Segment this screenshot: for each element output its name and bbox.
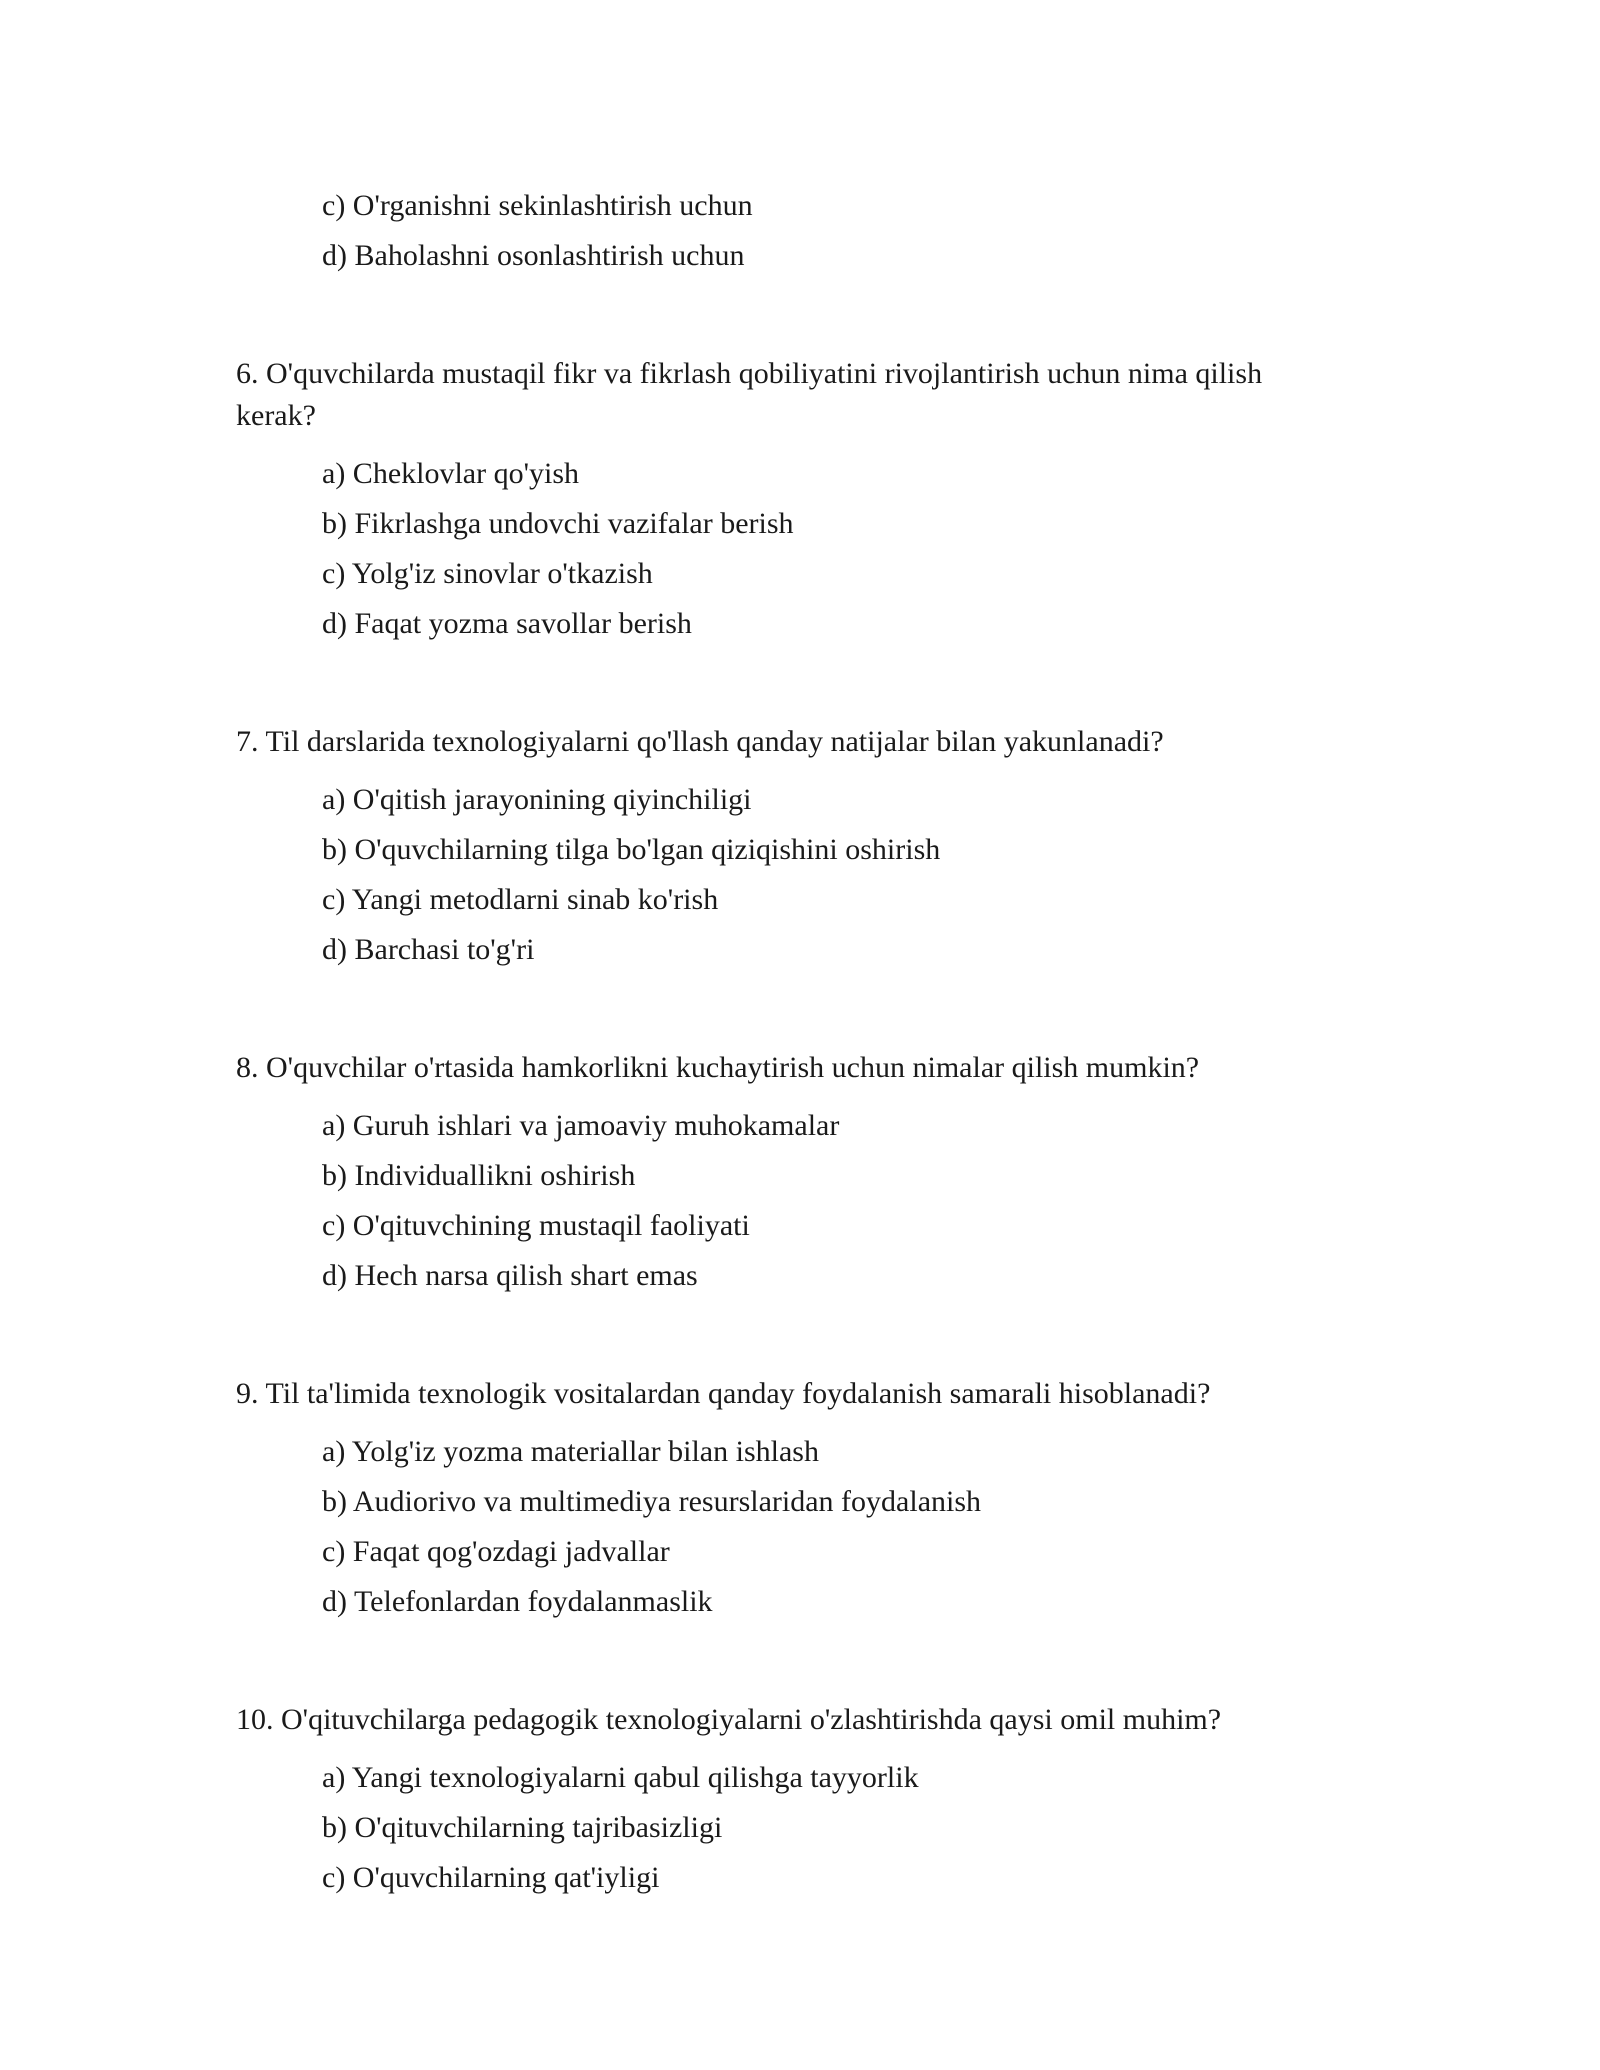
answer-option: c) Yolg'iz sinovlar o'tkazish xyxy=(322,557,653,590)
answer-option: a) Yangi texnologiyalarni qabul qilishga tayyorlik xyxy=(322,1761,919,1794)
answer-option: c) O'qituvchining mustaqil faoliyati xyxy=(322,1209,750,1242)
question-text: 10. O'qituvchilarga pedagogik texnologiyalarni o'zlashtirishda qaysi omil muhim? xyxy=(236,1703,1222,1736)
answer-option: b) Fikrlashga undovchi vazifalar berish xyxy=(322,507,794,540)
question-text: kerak? xyxy=(236,399,316,432)
answer-option: c) O'rganishni sekinlashtirish uchun xyxy=(322,189,753,222)
answer-option: b) Audiorivo va multimediya resurslaridan foydalanish xyxy=(322,1485,982,1518)
answer-option: d) Barchasi to'g'ri xyxy=(322,933,535,966)
answer-option: b) Individuallikni oshirish xyxy=(322,1159,636,1192)
answer-option: c) Yangi metodlarni sinab ko'rish xyxy=(322,883,719,916)
answer-option: b) O'qituvchilarning tajribasizligi xyxy=(322,1811,723,1844)
answer-option: d) Baholashni osonlashtirish uchun xyxy=(322,239,745,272)
answer-option: b) O'quvchilarning tilga bo'lgan qiziqishini oshirish xyxy=(322,833,941,866)
question-text: 8. O'quvchilar o'rtasida hamkorlikni kuchaytirish uchun nimalar qilish mumkin? xyxy=(236,1051,1200,1084)
answer-option: d) Telefonlardan foydalanmaslik xyxy=(322,1585,713,1618)
answer-option: c) O'quvchilarning qat'iyligi xyxy=(322,1861,660,1894)
answer-option: a) O'qitish jarayonining qiyinchiligi xyxy=(322,783,752,816)
question-text: 9. Til ta'limida texnologik vositalardan qanday foydalanish samarali hisoblanadi? xyxy=(236,1377,1211,1410)
question-text: 7. Til darslarida texnologiyalarni qo'llash qanday natijalar bilan yakunlanadi? xyxy=(236,725,1164,758)
answer-option: c) Faqat qog'ozdagi jadvallar xyxy=(322,1535,670,1568)
answer-option: a) Yolg'iz yozma materiallar bilan ishlash xyxy=(322,1435,819,1468)
answer-option: a) Guruh ishlari va jamoaviy muhokamalar xyxy=(322,1109,840,1142)
answer-option: a) Cheklovlar qo'yish xyxy=(322,457,580,490)
answer-option: d) Hech narsa qilish shart emas xyxy=(322,1259,698,1292)
answer-option: d) Faqat yozma savollar berish xyxy=(322,607,692,640)
question-text: 6. O'quvchilarda mustaqil fikr va fikrlash qobiliyatini rivojlantirish uchun nima qilish xyxy=(236,357,1263,390)
